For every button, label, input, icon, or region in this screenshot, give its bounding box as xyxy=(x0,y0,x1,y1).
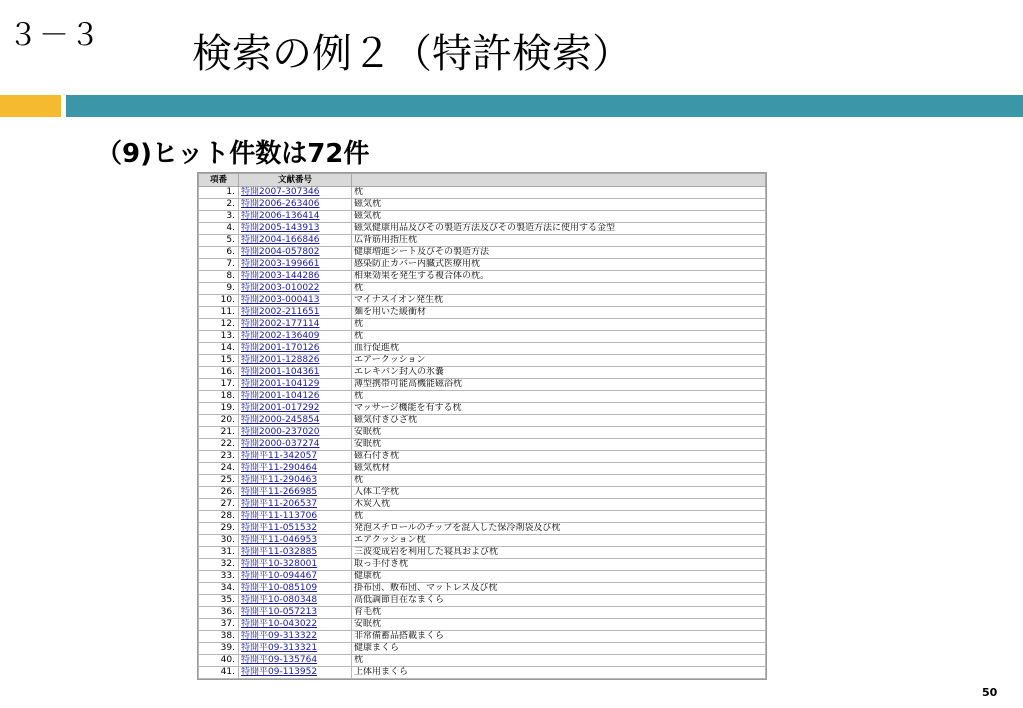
doc-number-link[interactable]: 特開2001-170126 xyxy=(241,343,320,353)
table-row xyxy=(199,319,766,331)
doc-number-link[interactable]: 特開2006-263406 xyxy=(241,199,320,209)
invention-title: 健康まくら xyxy=(352,643,766,655)
row-number: 1. xyxy=(199,187,239,199)
row-number: 4. xyxy=(199,223,239,235)
doc-number-link[interactable]: 特開平11-051532 xyxy=(241,523,318,533)
row-number: 38. xyxy=(199,631,239,643)
invention-title: 高低調節自在なまくら xyxy=(352,595,766,607)
table-row xyxy=(199,607,766,619)
doc-number-cell xyxy=(239,271,352,283)
invention-title: エレキバン封入の氷嚢 xyxy=(352,367,766,379)
section-number: ３－３ xyxy=(8,18,101,53)
row-number: 25. xyxy=(199,475,239,487)
doc-number-cell xyxy=(239,571,352,583)
invention-title: 安眠枕 xyxy=(352,427,766,439)
doc-number-link[interactable]: 特開2004-057802 xyxy=(241,247,320,257)
table-row xyxy=(199,235,766,247)
doc-number-cell xyxy=(239,547,352,559)
doc-number-cell xyxy=(239,523,352,535)
table-row xyxy=(199,667,766,679)
invention-title: 三波変成岩を利用した寝具および枕 xyxy=(352,547,766,559)
header-bar xyxy=(66,95,1023,117)
invention-title: 健康枕 xyxy=(352,571,766,583)
invention-title: 磁気付きひざ枕 xyxy=(352,415,766,427)
invention-title: 安眠枕 xyxy=(352,439,766,451)
table-row xyxy=(199,295,766,307)
row-number: 13. xyxy=(199,331,239,343)
row-number: 28. xyxy=(199,511,239,523)
row-number: 8. xyxy=(199,271,239,283)
invention-title: 磁気枕 xyxy=(352,211,766,223)
row-number: 17. xyxy=(199,379,239,391)
table-row xyxy=(199,511,766,523)
invention-title: 枕 xyxy=(352,475,766,487)
table-row xyxy=(199,475,766,487)
doc-number-cell xyxy=(239,595,352,607)
table-row xyxy=(199,535,766,547)
doc-number-cell xyxy=(239,511,352,523)
table-row xyxy=(199,631,766,643)
table-row xyxy=(199,307,766,319)
doc-number-cell xyxy=(239,667,352,679)
col-header-title xyxy=(352,174,766,187)
doc-number-link[interactable]: 特開2003-199661 xyxy=(241,259,320,269)
row-number: 2. xyxy=(199,199,239,211)
table-row xyxy=(199,247,766,259)
doc-number-cell xyxy=(239,211,352,223)
doc-number-link[interactable]: 特開2000-245854 xyxy=(241,415,320,425)
invention-title: マイナスイオン発生枕 xyxy=(352,295,766,307)
row-number: 40. xyxy=(199,655,239,667)
row-number: 22. xyxy=(199,439,239,451)
table-row xyxy=(199,391,766,403)
doc-number-cell xyxy=(239,331,352,343)
doc-number-cell xyxy=(239,295,352,307)
table-row xyxy=(199,571,766,583)
doc-number-link[interactable]: 特開平09-313322 xyxy=(241,631,318,641)
doc-number-cell xyxy=(239,607,352,619)
doc-number-cell xyxy=(239,475,352,487)
table-row xyxy=(199,619,766,631)
doc-number-link[interactable]: 特開2000-037274 xyxy=(241,439,320,449)
doc-number-link[interactable]: 特開2002-136409 xyxy=(241,331,320,341)
table-row xyxy=(199,427,766,439)
row-number: 32. xyxy=(199,559,239,571)
doc-number-link[interactable]: 特開平10-085109 xyxy=(241,583,318,593)
doc-number-cell xyxy=(239,643,352,655)
row-number: 23. xyxy=(199,451,239,463)
table-row xyxy=(199,595,766,607)
table-row xyxy=(199,451,766,463)
slide-title: 検索の例２（特許検索） xyxy=(192,31,632,77)
doc-number-link[interactable]: 特開平09-113952 xyxy=(241,667,318,677)
doc-number-link[interactable]: 特開平11-266985 xyxy=(241,487,318,497)
doc-number-cell xyxy=(239,403,352,415)
doc-number-link[interactable]: 特開2002-211651 xyxy=(241,307,320,317)
invention-title: 薄型携帯可能高機能磁浴枕 xyxy=(352,379,766,391)
table-row xyxy=(199,547,766,559)
row-number: 30. xyxy=(199,535,239,547)
doc-number-link[interactable]: 特開2005-143913 xyxy=(241,223,320,233)
doc-number-link[interactable]: 特開2003-000413 xyxy=(241,295,320,305)
row-number: 10. xyxy=(199,295,239,307)
results-table-frame[interactable] xyxy=(197,172,767,680)
doc-number-cell xyxy=(239,199,352,211)
doc-number-link[interactable]: 特開平10-080348 xyxy=(241,595,318,605)
doc-number-cell xyxy=(239,223,352,235)
row-number: 27. xyxy=(199,499,239,511)
table-row xyxy=(199,379,766,391)
table-row xyxy=(199,655,766,667)
doc-number-link[interactable]: 特開2001-128826 xyxy=(241,355,320,365)
invention-title: 健康増進シート及びその製造方法 xyxy=(352,247,766,259)
doc-number-link[interactable]: 特開平11-046953 xyxy=(241,535,318,545)
invention-title: 発泡スチロールのチップを混入した保冷剤袋及び枕 xyxy=(352,523,766,535)
doc-number-cell xyxy=(239,319,352,331)
row-number: 31. xyxy=(199,547,239,559)
table-row xyxy=(199,583,766,595)
invention-title: 枕 xyxy=(352,391,766,403)
doc-number-cell xyxy=(239,535,352,547)
doc-number-link[interactable]: 特開平10-328001 xyxy=(241,559,318,569)
table-row xyxy=(199,223,766,235)
table-row xyxy=(199,343,766,355)
row-number: 9. xyxy=(199,283,239,295)
invention-title: 非常備蓄品搭載まくら xyxy=(352,631,766,643)
doc-number-link[interactable]: 特開2007-307346 xyxy=(241,187,320,197)
invention-title: 枕 xyxy=(352,283,766,295)
slide-subtitle: （9)ヒット件数は72件 xyxy=(96,139,370,169)
doc-number-cell xyxy=(239,355,352,367)
doc-number-link[interactable]: 特開2003-144286 xyxy=(241,271,320,281)
doc-number-link[interactable]: 特開2000-237020 xyxy=(241,427,320,437)
invention-title: 取っ手付き枕 xyxy=(352,559,766,571)
row-number: 5. xyxy=(199,235,239,247)
invention-title: 枕 xyxy=(352,319,766,331)
invention-title: 育毛枕 xyxy=(352,607,766,619)
doc-number-cell xyxy=(239,487,352,499)
doc-number-cell xyxy=(239,655,352,667)
row-number: 6. xyxy=(199,247,239,259)
doc-number-link[interactable]: 特開平11-113706 xyxy=(241,511,318,521)
doc-number-cell xyxy=(239,235,352,247)
table-row xyxy=(199,259,766,271)
row-number: 36. xyxy=(199,607,239,619)
doc-number-cell xyxy=(239,439,352,451)
doc-number-cell xyxy=(239,451,352,463)
accent-bar xyxy=(0,95,61,117)
doc-number-cell xyxy=(239,247,352,259)
invention-title: 掛布団、敷布団、マットレス及び枕 xyxy=(352,583,766,595)
doc-number-link[interactable]: 特開2001-104129 xyxy=(241,379,320,389)
invention-title: 木炭入枕 xyxy=(352,499,766,511)
doc-number-cell xyxy=(239,259,352,271)
table-row xyxy=(199,523,766,535)
doc-number-cell xyxy=(239,367,352,379)
table-row xyxy=(199,199,766,211)
row-number: 26. xyxy=(199,487,239,499)
invention-title: 麺を用いた緩衝材 xyxy=(352,307,766,319)
doc-number-cell xyxy=(239,391,352,403)
table-header-row xyxy=(199,174,766,187)
table-row xyxy=(199,643,766,655)
page-number: 50 xyxy=(982,686,998,699)
row-number: 16. xyxy=(199,367,239,379)
doc-number-link[interactable]: 特開平11-342057 xyxy=(241,451,318,461)
doc-number-link[interactable]: 特開平11-290464 xyxy=(241,463,318,473)
invention-title: 磁気健康用品及びその製造方法及びその製造方法に使用する金型 xyxy=(352,223,766,235)
invention-title: 枕 xyxy=(352,331,766,343)
table-row xyxy=(199,439,766,451)
invention-title: 磁気枕材 xyxy=(352,463,766,475)
row-number: 11. xyxy=(199,307,239,319)
row-number: 29. xyxy=(199,523,239,535)
invention-title: 広背筋用指圧枕 xyxy=(352,235,766,247)
doc-number-link[interactable]: 特開2004-166846 xyxy=(241,235,320,245)
doc-number-cell xyxy=(239,499,352,511)
table-row xyxy=(199,331,766,343)
row-number: 7. xyxy=(199,259,239,271)
doc-number-link[interactable]: 特開2001-104126 xyxy=(241,391,320,401)
row-number: 35. xyxy=(199,595,239,607)
results-table xyxy=(198,173,766,679)
row-number: 19. xyxy=(199,403,239,415)
invention-title: 人体工学枕 xyxy=(352,487,766,499)
table-row xyxy=(199,499,766,511)
doc-number-cell xyxy=(239,343,352,355)
row-number: 20. xyxy=(199,415,239,427)
doc-number-cell xyxy=(239,379,352,391)
invention-title: 磁気枕 xyxy=(352,199,766,211)
table-row xyxy=(199,283,766,295)
invention-title: 安眠枕 xyxy=(352,619,766,631)
invention-title: 磁石付き枕 xyxy=(352,451,766,463)
doc-number-cell xyxy=(239,427,352,439)
doc-number-link[interactable]: 特開平10-094467 xyxy=(241,571,318,581)
doc-number-link[interactable]: 特開平09-313321 xyxy=(241,643,318,653)
doc-number-link[interactable]: 特開平10-043022 xyxy=(241,619,318,629)
row-number: 12. xyxy=(199,319,239,331)
invention-title: 枕 xyxy=(352,187,766,199)
col-header-no: 項番 xyxy=(199,174,239,187)
table-body xyxy=(199,187,766,679)
table-row xyxy=(199,367,766,379)
table-row xyxy=(199,271,766,283)
doc-number-cell xyxy=(239,583,352,595)
invention-title: エアクッション枕 xyxy=(352,535,766,547)
doc-number-cell xyxy=(239,559,352,571)
row-number: 41. xyxy=(199,667,239,679)
doc-number-link[interactable]: 特開2001-017292 xyxy=(241,403,320,413)
doc-number-link[interactable]: 特開平11-206537 xyxy=(241,499,318,509)
row-number: 33. xyxy=(199,571,239,583)
doc-number-cell xyxy=(239,631,352,643)
col-header-doc-number: 文献番号 xyxy=(239,174,352,187)
table-row xyxy=(199,415,766,427)
doc-number-cell xyxy=(239,619,352,631)
doc-number-cell xyxy=(239,463,352,475)
doc-number-link[interactable]: 特開2001-104361 xyxy=(241,367,320,377)
doc-number-cell xyxy=(239,187,352,199)
invention-title: 上体用まくら xyxy=(352,667,766,679)
invention-title: 感染防止カバー内臓式医療用枕 xyxy=(352,259,766,271)
row-number: 18. xyxy=(199,391,239,403)
doc-number-link[interactable]: 特開2006-136414 xyxy=(241,211,320,221)
table-row xyxy=(199,355,766,367)
doc-number-link[interactable]: 特開2002-177114 xyxy=(241,319,320,329)
row-number: 24. xyxy=(199,463,239,475)
doc-number-link[interactable]: 特開平11-032885 xyxy=(241,547,318,557)
table-row xyxy=(199,211,766,223)
table-row xyxy=(199,487,766,499)
invention-title: 枕 xyxy=(352,511,766,523)
row-number: 15. xyxy=(199,355,239,367)
row-number: 39. xyxy=(199,643,239,655)
invention-title: エアークッション xyxy=(352,355,766,367)
row-number: 21. xyxy=(199,427,239,439)
invention-title: 血行促進枕 xyxy=(352,343,766,355)
doc-number-cell xyxy=(239,283,352,295)
doc-number-link[interactable]: 特開平09-135764 xyxy=(241,655,318,665)
table-row xyxy=(199,187,766,199)
table-row xyxy=(199,463,766,475)
invention-title: 枕 xyxy=(352,655,766,667)
table-row xyxy=(199,403,766,415)
doc-number-link[interactable]: 特開平10-057213 xyxy=(241,607,318,617)
invention-title: マッサージ機能を有する枕 xyxy=(352,403,766,415)
doc-number-link[interactable]: 特開平11-290463 xyxy=(241,475,318,485)
doc-number-cell xyxy=(239,415,352,427)
row-number: 34. xyxy=(199,583,239,595)
table-row xyxy=(199,559,766,571)
invention-title: 相乗効果を発生する複合体の枕。 xyxy=(352,271,766,283)
row-number: 14. xyxy=(199,343,239,355)
row-number: 3. xyxy=(199,211,239,223)
doc-number-link[interactable]: 特開2003-010022 xyxy=(241,283,320,293)
doc-number-cell xyxy=(239,307,352,319)
row-number: 37. xyxy=(199,619,239,631)
